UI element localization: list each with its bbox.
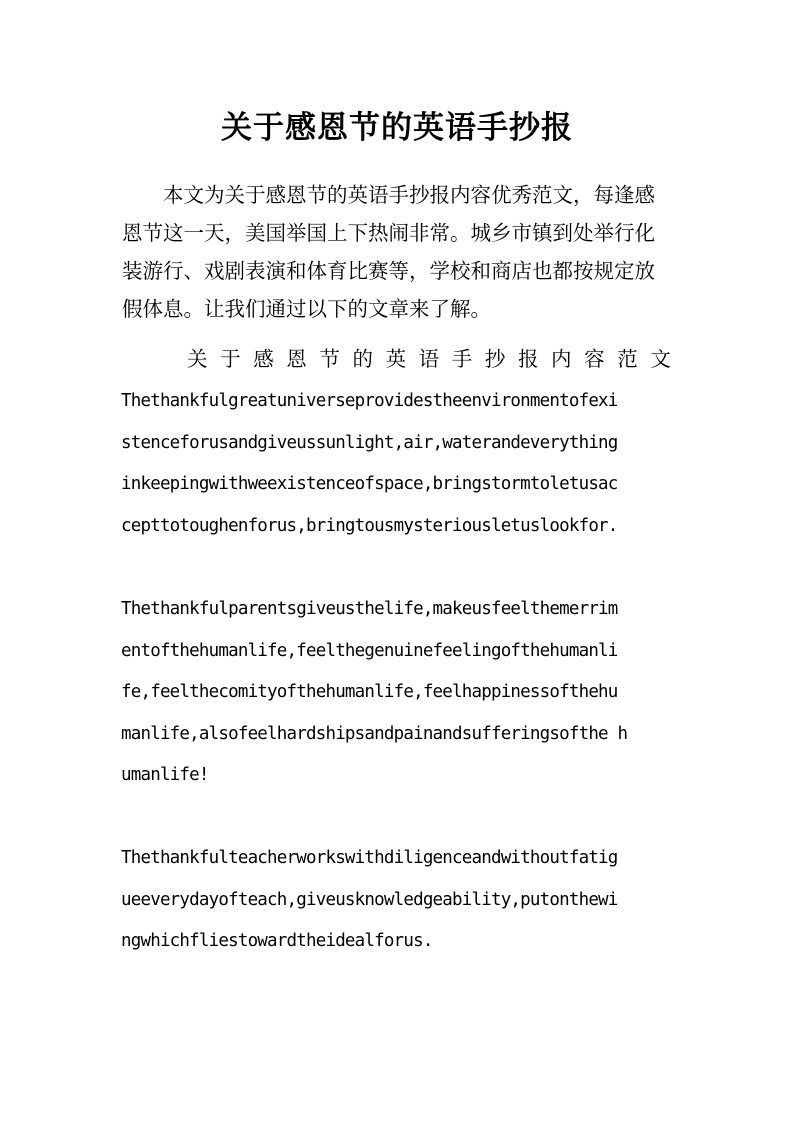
intro-line: 恩节这一天，美国举国上下热闹非常。城乡市镇到处举行化 [122,221,655,245]
paragraph-line: Thethankfulparentsgiveusthelife,makeusfeelthemerrim [121,599,618,619]
paragraph-line: umanlife! [121,765,209,785]
subheading-char: 抄 [484,347,506,371]
subheading-char: 手 [451,347,473,371]
intro-line: 假体息。让我们通过以下的文章来了解。 [122,297,491,321]
paragraph-line: ngwhichfliestowardtheidealforus. [121,931,433,951]
subheading-char: 文 [650,347,671,371]
intro-paragraph [122,176,670,328]
paragraph-line: Thethankfulteacherworkswithdiligenceandwithoutfatig [121,848,618,868]
english-paragraph-teacher [121,838,681,963]
subheading-char: 感 [253,347,274,371]
paragraph-line: Thethankfulgreatuniverseprovidestheenvironmentofexi [121,391,618,411]
subheading-char: 内 [551,347,572,371]
subheading-char: 英 [385,347,407,371]
subheading-char: 语 [418,347,440,371]
english-paragraph-parents [121,589,681,797]
section-subheading [187,340,671,378]
paragraph-line: entofthehumanlife,feelthegenuinefeelingofthehumanli [121,640,618,661]
subheading-char: 恩 [286,347,307,371]
paragraph-line: stenceforusandgiveussunlight,air,waterandeverything [121,432,618,453]
subheading-char: 的 [352,347,373,371]
subheading-char: 节 [319,347,340,371]
intro-line: 本文为关于感恩节的英语手抄报内容优秀范文，每逢感 [122,183,655,207]
subheading-char: 于 [220,347,241,371]
english-paragraph-universe [121,381,681,547]
paragraph-line: cepttotoughenforus,bringtousmysteriousletuslookfor. [121,515,618,536]
paragraph-line: manlife,alsofeelhardshipsandpainandsufferingsofthe h [121,723,628,744]
paragraph-line: ueeverydayofteach,giveusknowledgeability,putonthewi [121,889,618,910]
subheading-char: 范 [617,347,638,371]
paragraph-line: inkeepingwithweexistenceofspace,bringstormtoletusac [121,474,618,494]
subheading-char: 报 [517,347,539,371]
subheading-char: 容 [584,347,605,371]
subheading-char: 关 [187,347,208,371]
intro-line: 装游行、戏剧表演和体育比赛等，学校和商店也都按规定放 [122,259,655,283]
paragraph-line: fe,feelthecomityofthehumanlife,feelhappinessofthehu [121,682,618,702]
document-title: 关于感恩节的英语手抄报 [221,110,573,146]
